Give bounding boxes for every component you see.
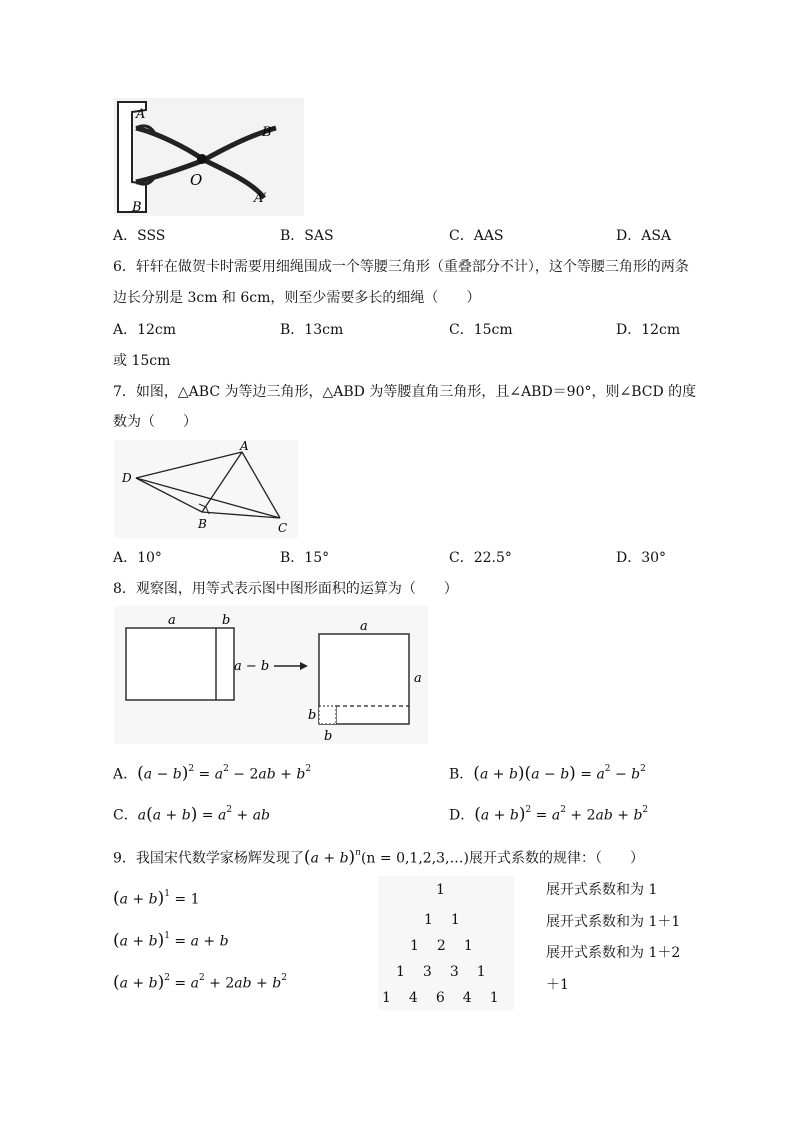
q8-label-a-top: a xyxy=(360,619,368,634)
q9-sum-1: 展开式系数和为 1＋1 xyxy=(546,914,681,930)
q7-option-a: A．10° xyxy=(113,550,162,566)
q5-option-c: C．AAS xyxy=(449,228,504,244)
q8-label-b-side: b xyxy=(308,708,317,723)
q8-option-b: B．$(a + b)(a - b) = a^2 - b^2$ xyxy=(449,763,646,784)
q8-label-a-left: a xyxy=(168,613,176,628)
triangle-row-1: 1 xyxy=(436,882,445,898)
q8-label-a-minus-b: a − b xyxy=(234,659,270,674)
q6-stem-line1: 6．轩轩在做贺卡时需要用细绳围成一个等腰三角形（重叠部分不计），这个等腰三角形的两条 xyxy=(113,259,689,275)
yanghui-triangle xyxy=(378,876,514,1010)
q5-label-b: B xyxy=(132,200,142,215)
q7-label-a: A xyxy=(240,440,249,453)
q7-triangle-figure xyxy=(114,440,298,538)
q9-expansion-2: $(a + b)^2 = a^2 + 2ab + b^2$ xyxy=(113,972,287,993)
triangle-row-5: 1 4 6 4 1 xyxy=(382,990,499,1006)
q8-option-c: C．$a(a + b) = a^2$ + ab xyxy=(113,804,271,825)
q8-label-b-bottom: b xyxy=(324,729,333,744)
q8-area-figure xyxy=(114,606,428,744)
q8-stem: 8．观察图，用等式表示图中图形面积的运算为（ ） xyxy=(113,581,458,597)
q5-label-ap: A′ xyxy=(254,191,267,206)
q5-option-d: D．ASA xyxy=(616,228,672,244)
q5-label-bp: B′ xyxy=(262,125,275,140)
q5-option-a: A．SSS xyxy=(113,228,166,244)
q7-label-c: C xyxy=(278,521,288,535)
q5-option-b: B．SAS xyxy=(280,228,334,244)
q6-option-d-cont: 或 15cm xyxy=(113,353,171,369)
q8-option-a: A．$(a - b)^2 = a^2 - 2ab + b^2$ xyxy=(113,763,312,784)
q6-option-b: B．13cm xyxy=(280,322,344,338)
q6-option-d: D．12cm xyxy=(616,322,681,338)
q9-expansion-1: $(a + b)^1 = a + b$ xyxy=(113,930,229,951)
q8-label-a-right: a xyxy=(414,671,422,686)
q7-label-b: B xyxy=(198,517,207,531)
q7-option-d: D．30° xyxy=(616,550,667,566)
q6-option-a: A．12cm xyxy=(113,322,177,338)
q9-sum-2: 展开式系数和为 1＋2 xyxy=(546,945,681,961)
q5-label-a: A xyxy=(136,107,146,122)
q9-sum-2-cont: ＋1 xyxy=(546,977,569,993)
q8-label-b-left: b xyxy=(222,613,231,628)
q5-pliers-figure xyxy=(114,98,304,216)
triangle-row-3: 1 2 1 xyxy=(410,938,473,954)
triangle-row-2: 1 1 xyxy=(424,912,460,928)
triangle-row-4: 1 3 3 1 xyxy=(396,964,486,980)
q7-label-d: D xyxy=(122,471,132,485)
q8-option-d: D．$(a + b)^2 = a^2 + 2ab + b^2$ xyxy=(449,804,649,825)
q9-stem: 9．我国宋代数学家杨辉发现了$(a + b)^n(n$ = 0,1,2,3,…)展开式系数的规律：（ ） xyxy=(113,847,644,868)
q9-expansion-0: $(a + b)^1 = 1$ xyxy=(113,888,200,909)
q7-stem-line2: 数为（ ） xyxy=(113,414,197,430)
q7-option-b: B．15° xyxy=(280,550,330,566)
q9-sum-0: 展开式系数和为 1 xyxy=(546,882,658,898)
q6-option-c: C．15cm xyxy=(449,322,513,338)
q6-stem-line2: 边长分别是 3cm 和 6cm，则至少需要多长的细绳（ ） xyxy=(113,290,481,306)
q7-option-c: C．22.5° xyxy=(449,550,512,566)
q5-label-o: O xyxy=(190,171,203,189)
q7-stem-line1: 7．如图，△ABC 为等边三角形，△ABD 为等腰直角三角形，且∠ABD＝90°，则∠BCD 的度 xyxy=(113,384,697,400)
